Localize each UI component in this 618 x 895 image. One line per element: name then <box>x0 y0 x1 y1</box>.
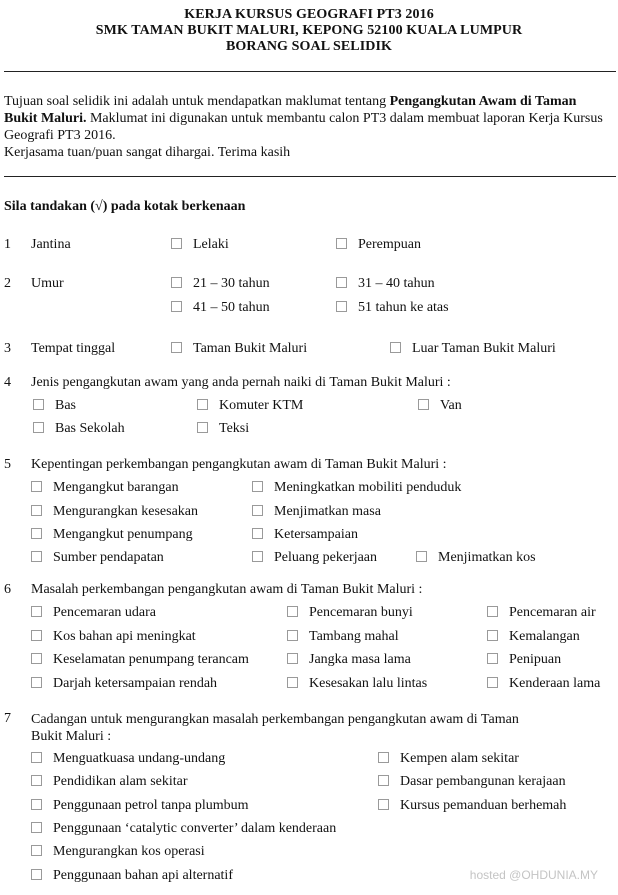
q5-option[interactable]: Menjimatkan masa <box>252 504 381 520</box>
checkbox[interactable] <box>31 775 42 786</box>
q4-text: Jenis pengangkutan awam yang anda pernah naiki di Taman Bukit Maluri : <box>31 375 451 390</box>
q2-option[interactable]: 31 – 40 tahun <box>336 276 435 292</box>
q3-option[interactable]: Taman Bukit Maluri <box>171 341 307 357</box>
checkbox[interactable] <box>171 301 182 312</box>
checkbox[interactable] <box>378 799 389 810</box>
checkbox[interactable] <box>287 606 298 617</box>
checkbox[interactable] <box>336 277 347 288</box>
checkbox[interactable] <box>336 238 347 249</box>
q5-text: Kepentingan perkembangan pengangkutan awam di Taman Bukit Maluri : <box>31 457 447 472</box>
q5-option[interactable]: Ketersampaian <box>252 527 358 543</box>
intro-text-a: Tujuan soal selidik ini adalah untuk mendapatkan maklumat tentang <box>4 94 390 109</box>
q6-option[interactable]: Pencemaran air <box>487 605 596 621</box>
intro-text-c: Maklumat ini digunakan untuk membantu calon PT3 dalam membuat laporan Kerja Kursus Geografi PT3 2016. <box>4 111 603 143</box>
checkbox[interactable] <box>31 869 42 880</box>
q7-option[interactable]: Kursus pemanduan berhemah <box>378 798 566 814</box>
q4-option[interactable]: Bas Sekolah <box>33 421 125 437</box>
q6-option[interactable]: Kesesakan lalu lintas <box>287 676 427 692</box>
checkbox[interactable] <box>252 551 263 562</box>
school-name: SMK TAMAN BUKIT MALURI, KEPONG 52100 KUALA LUMPUR <box>95 23 523 38</box>
q6-option[interactable]: Kenderaan lama <box>487 676 600 692</box>
q5-option[interactable]: Mengangkut barangan <box>31 480 179 496</box>
q6-option[interactable]: Tambang mahal <box>287 629 399 645</box>
q6-option[interactable]: Penipuan <box>487 652 561 668</box>
q6-number: 6 <box>4 582 11 597</box>
checkbox[interactable] <box>31 505 42 516</box>
checkbox[interactable] <box>31 653 42 664</box>
checkbox[interactable] <box>287 653 298 664</box>
intro-text-bold: Pengangkutan Awam di Taman Bukit Maluri. <box>4 94 577 126</box>
q7-option[interactable]: Penggunaan petrol tanpa plumbum <box>31 798 249 814</box>
q6-option[interactable]: Keselamatan penumpang terancam <box>31 652 249 668</box>
q2-option[interactable]: 41 – 50 tahun <box>171 300 270 316</box>
q3-text: Tempat tinggal <box>31 341 116 356</box>
q2-number: 2 <box>4 276 11 291</box>
checkbox[interactable] <box>336 301 347 312</box>
q3-number: 3 <box>4 341 11 356</box>
q2-text: Umur <box>31 276 64 291</box>
q6-option[interactable]: Kemalangan <box>487 629 580 645</box>
checkbox[interactable] <box>33 399 44 410</box>
q5-number: 5 <box>4 457 11 472</box>
checkbox[interactable] <box>197 399 208 410</box>
q2-option[interactable]: 21 – 30 tahun <box>171 276 270 292</box>
q4-option[interactable]: Komuter KTM <box>197 398 303 414</box>
checkbox[interactable] <box>33 422 44 433</box>
watermark: hosted @OHDUNIA.MY <box>469 868 598 882</box>
divider-top <box>4 71 616 72</box>
checkbox[interactable] <box>31 481 42 492</box>
checkbox[interactable] <box>197 422 208 433</box>
checkbox[interactable] <box>31 528 42 539</box>
q5-option[interactable]: Menjimatkan kos <box>416 550 536 566</box>
checkbox[interactable] <box>487 630 498 641</box>
q7-option[interactable]: Penggunaan ‘catalytic converter’ dalam kenderaan <box>31 821 336 837</box>
checkbox[interactable] <box>252 481 263 492</box>
q6-option[interactable]: Pencemaran bunyi <box>287 605 413 621</box>
q7-text: Cadangan untuk mengurangkan masalah perkembangan pengangkutan awam di Taman Bukit Maluri : <box>31 712 519 744</box>
checkbox[interactable] <box>31 845 42 856</box>
q1-number: 1 <box>4 237 11 252</box>
q7-option[interactable]: Pendidikan alam sekitar <box>31 774 188 790</box>
q7-option[interactable]: Mengurangkan kos operasi <box>31 844 205 860</box>
checkbox[interactable] <box>31 677 42 688</box>
checkbox[interactable] <box>31 799 42 810</box>
q4-option[interactable]: Bas <box>33 398 76 414</box>
q4-option[interactable]: Teksi <box>197 421 249 437</box>
checkbox[interactable] <box>416 551 427 562</box>
q7-number: 7 <box>4 711 11 726</box>
q5-option[interactable]: Peluang pekerjaan <box>252 550 377 566</box>
q7-option[interactable]: Dasar pembangunan kerajaan <box>378 774 566 790</box>
checkbox[interactable] <box>487 606 498 617</box>
q6-option[interactable]: Pencemaran udara <box>31 605 156 621</box>
checkbox[interactable] <box>31 606 42 617</box>
checkbox[interactable] <box>31 822 42 833</box>
checkbox[interactable] <box>252 505 263 516</box>
checkbox[interactable] <box>487 653 498 664</box>
q5-option[interactable]: Sumber pendapatan <box>31 550 164 566</box>
intro-paragraph <box>4 93 609 161</box>
checkbox[interactable] <box>287 677 298 688</box>
checkbox[interactable] <box>31 752 42 763</box>
q4-option[interactable]: Van <box>418 398 462 414</box>
checkbox[interactable] <box>171 238 182 249</box>
q5-option[interactable]: Meningkatkan mobiliti penduduk <box>252 480 461 496</box>
q5-option[interactable]: Mengurangkan kesesakan <box>31 504 198 520</box>
q1-option[interactable]: Perempuan <box>336 237 421 253</box>
form-subtitle: BORANG SOAL SELIDIK <box>225 39 393 54</box>
checkbox[interactable] <box>252 528 263 539</box>
q6-option[interactable]: Darjah ketersampaian rendah <box>31 676 217 692</box>
checkbox[interactable] <box>31 630 42 641</box>
checkbox[interactable] <box>418 399 429 410</box>
q1-text: Jantina <box>31 237 71 252</box>
instruction-text: Sila tandakan (√) pada kotak berkenaan <box>4 199 246 214</box>
q2-option[interactable]: 51 tahun ke atas <box>336 300 449 316</box>
q5-option[interactable]: Mengangkut penumpang <box>31 527 193 543</box>
divider-intro <box>4 176 616 177</box>
checkbox[interactable] <box>378 775 389 786</box>
q7-option[interactable]: Penggunaan bahan api alternatif <box>31 868 233 884</box>
q1-option[interactable]: Lelaki <box>171 237 229 253</box>
q6-option[interactable]: Jangka masa lama <box>287 652 411 668</box>
checkbox[interactable] <box>31 551 42 562</box>
checkbox[interactable] <box>390 342 401 353</box>
q7-option[interactable]: Menguatkuasa undang-undang <box>31 751 225 767</box>
q6-text: Masalah perkembangan pengangkutan awam di Taman Bukit Maluri : <box>31 582 423 597</box>
q6-option[interactable]: Kos bahan api meningkat <box>31 629 196 645</box>
checkbox[interactable] <box>287 630 298 641</box>
q3-option[interactable]: Luar Taman Bukit Maluri <box>390 341 556 357</box>
q7-option[interactable]: Kempen alam sekitar <box>378 751 519 767</box>
checkbox[interactable] <box>487 677 498 688</box>
checkbox[interactable] <box>378 752 389 763</box>
checkbox[interactable] <box>171 277 182 288</box>
form-title: KERJA KURSUS GEOGRAFI PT3 2016 <box>184 7 434 22</box>
q4-number: 4 <box>4 375 11 390</box>
checkbox[interactable] <box>171 342 182 353</box>
intro-thanks: Kerjasama tuan/puan sangat dihargai. Terima kasih <box>4 145 291 160</box>
